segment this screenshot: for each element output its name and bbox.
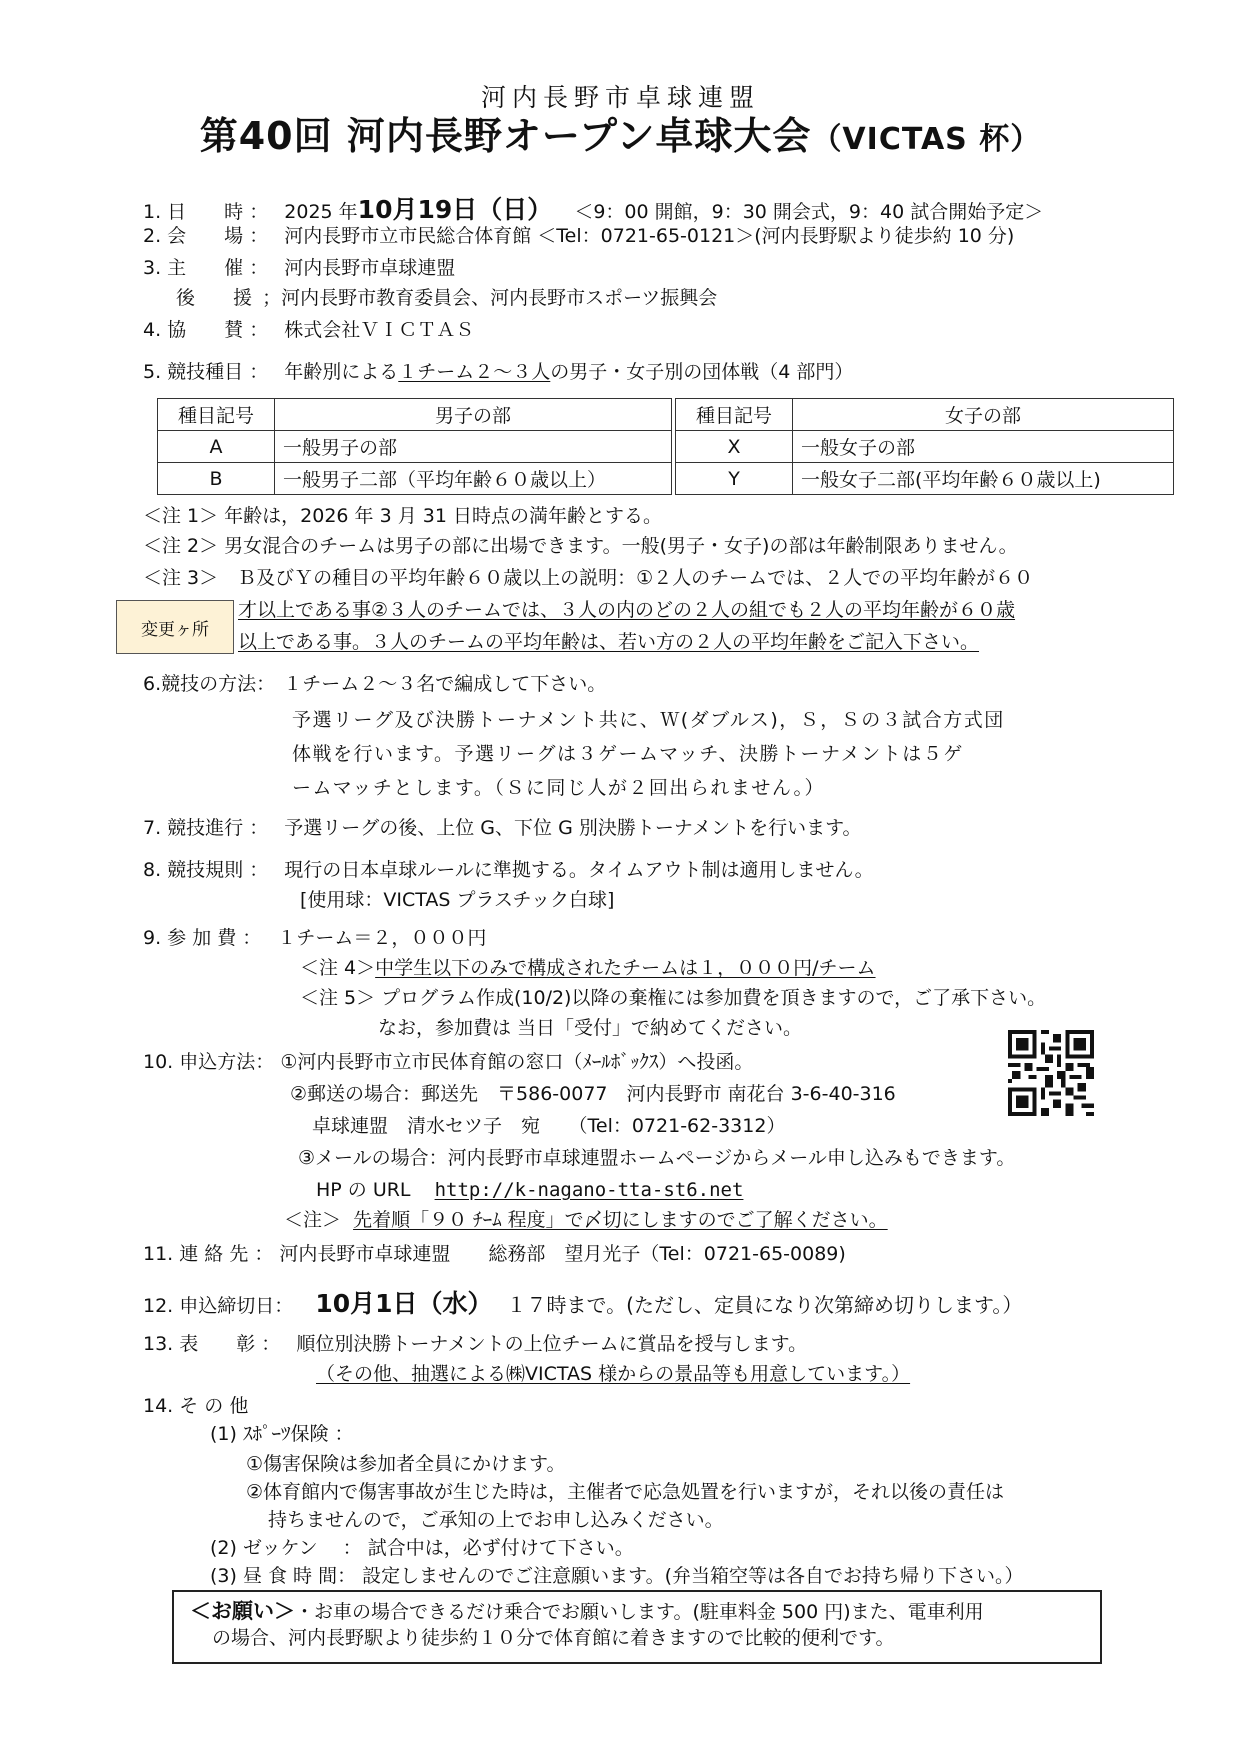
- apply-label: 10. 申込方法：: [143, 1051, 275, 1073]
- table-row: [158, 431, 1174, 463]
- title-sub: （VICTAS 杯）: [811, 122, 1042, 157]
- request-text1: ・お車の場合できるだけ乗合でお願いします。(駐車料金 500 円)また、電車利用: [295, 1601, 984, 1623]
- fee-payment: なお，参加費は 当日「受付」で納めてください。: [378, 1017, 803, 1039]
- insurance-line3: 持ちませんので，ご承知の上でお申し込みください。: [268, 1509, 724, 1531]
- events-pre: 年齢別による: [284, 361, 399, 383]
- request-label: ＜お願い＞: [190, 1599, 295, 1623]
- apply-url-row: [316, 1180, 743, 1201]
- events-table: [157, 398, 1174, 495]
- insurance-label: (1) ｽﾎﾟｰﾂ保険 ：: [210, 1423, 354, 1445]
- apply-line3: 卓球連盟 清水セツ子 宛 （Tel：0721-62-3312）: [312, 1115, 786, 1137]
- apply-line4: ③メールの場合：河内長野市卓球連盟ホームページからメール申し込みもできます。: [298, 1147, 1016, 1169]
- host-label: 3. 主 催 ：: [143, 257, 269, 279]
- header-men: 男子の部: [275, 399, 672, 431]
- header-code-men: 種目記号: [158, 399, 275, 431]
- insurance-line2: ②体育館内で傷害事故が生じた時は，主催者で応急処置を行いますが，それ以後の責任は: [246, 1481, 1005, 1503]
- event-name: 一般男子二部（平均年齢６０歳以上）: [275, 463, 672, 495]
- page-title: [0, 116, 1241, 158]
- method-line2: 予選リーグ及び決勝トーナメント共に、Ｗ(ダブルス)，Ｓ，Ｓの３試合方式団: [292, 709, 1005, 731]
- sponsor-text: 株式会社ＶＩＣＴＡＳ: [284, 319, 475, 341]
- organizer-heading: 河内長野市卓球連盟: [480, 83, 760, 112]
- event-code: X: [676, 431, 793, 463]
- fee-note-4-label: ＜注 4＞: [300, 957, 376, 979]
- date-row: [143, 196, 1043, 224]
- header-code-women: 種目記号: [676, 399, 793, 431]
- award-label: 13. 表 彰 ：: [143, 1333, 281, 1355]
- note-3-line3: 以上である事。３人のチームの平均年齢は、若い方の２人の平均年齢をご記入下さい。: [238, 631, 980, 653]
- apply-row: [143, 1052, 753, 1073]
- award-sub: （その他、抽選による㈱VICTAS 様からの景品等も用意しています。）: [316, 1363, 911, 1385]
- award-text: 順位別決勝トーナメントの上位チームに賞品を授与します。: [296, 1333, 808, 1355]
- venue-label: 2. 会 場 ：: [143, 225, 269, 247]
- title-main: 第40回 河内長野オープン卓球大会: [199, 114, 812, 158]
- note-2: ＜注 2＞ 男女混合のチームは男子の部に出場できます。一般(男子・女子)の部は年齢制限ありません。: [143, 535, 1018, 557]
- progress-text: 予選リーグの後、上位 G、下位 G 別決勝トーナメントを行います。: [284, 817, 862, 839]
- request-line1: [190, 1600, 984, 1623]
- progress-row: [143, 818, 862, 839]
- sponsor-label: 4. 協 賛 ：: [143, 319, 269, 341]
- request-line2: の場合、河内長野駅より徒歩約１０分で体育館に着きますので比較的便利です。: [212, 1627, 895, 1649]
- fee-note-4-text: 中学生以下のみで構成されたチームは１，０００円/チーム: [375, 957, 876, 979]
- date-year: 2025 年: [284, 201, 358, 223]
- venue-text: 河内長野市立市民総合体育館 ＜Tel：0721-65-0121＞(河内長野駅より徒歩約 10 分): [284, 225, 1015, 247]
- events-label: 5. 競技種目 ：: [143, 361, 269, 383]
- contact-text: 河内長野市卓球連盟 総務部 望月光子（Tel：0721-65-0089): [279, 1243, 846, 1265]
- deadline-row: [143, 1290, 1022, 1318]
- deadline-label: 12. 申込締切日：: [143, 1295, 294, 1317]
- award-row: [143, 1334, 807, 1355]
- events-post: の男子・女子別の団体戦（4 部門）: [550, 361, 854, 383]
- homepage-link[interactable]: http://k-nagano-tta-st6.net: [434, 1179, 744, 1201]
- event-name: 一般男子の部: [275, 431, 672, 463]
- header-women: 女子の部: [793, 399, 1174, 431]
- date-main: 10月19日（日）: [357, 195, 553, 224]
- method-line4: ームマッチとします。（Ｓに同じ人が２回出られません。）: [292, 777, 825, 799]
- insurance-line1: ①傷害保険は参加者全員にかけます。: [246, 1453, 566, 1475]
- date-label: 1. 日 時 ：: [143, 201, 269, 223]
- method-line3: 体戦を行います。予選リーグは３ゲームマッチ、決勝トーナメントは５ゲ: [292, 743, 964, 765]
- support-row: [176, 288, 717, 309]
- apply-line1: ①河内長野市立市民体育館の窓口（ﾒｰﾙﾎﾞｯｸｽ）へ投函。: [280, 1051, 754, 1073]
- qr-code-icon[interactable]: [1008, 1030, 1094, 1116]
- url-label: HP の URL: [316, 1179, 411, 1201]
- fee-row: [143, 928, 486, 949]
- event-code: A: [158, 431, 275, 463]
- events-team-size: １チーム２～３人: [398, 361, 551, 383]
- note-3-line1: ＜注 3＞ Ｂ及びＹの種目の平均年齢６０歳以上の説明：①２人のチームでは、２人での平均年齢が６０: [143, 567, 1034, 589]
- note-3-line2: 才以上である事②３人のチームでは、３人の内のどの２人の組でも２人の平均年齢が６０歳: [238, 599, 1016, 621]
- apply-note: [284, 1210, 888, 1231]
- event-code: Y: [676, 463, 793, 495]
- event-name: 一般女子二部(平均年齢６０歳以上): [793, 463, 1174, 495]
- fee-label: 9. 参 加 費 ：: [143, 927, 262, 949]
- method-row: [143, 674, 606, 695]
- apply-note-text: 先着順「９０ ﾁｰﾑ 程度」で〆切にしますのでご了解ください。: [353, 1209, 888, 1231]
- support-label: 後 援: [176, 287, 253, 309]
- event-name: 一般女子の部: [793, 431, 1174, 463]
- event-code: B: [158, 463, 275, 495]
- host-row: [143, 258, 455, 279]
- fee-text: １チーム＝２，０００円: [277, 927, 487, 949]
- fee-note-4: [300, 958, 876, 979]
- table-row: [158, 463, 1174, 495]
- rules-ball: [使用球：VICTAS プラスチック白球]: [300, 889, 615, 911]
- deadline-text: １７時まで。(ただし、定員になり次第締め切りします。）: [506, 1293, 1023, 1317]
- contact-row: [143, 1244, 846, 1265]
- note-1: ＜注 1＞ 年齢は，2026 年 3 月 31 日時点の満年齢とする。: [143, 505, 662, 527]
- rules-text: 現行の日本卓球ルールに準拠する。タイムアウト制は適用しません。: [284, 859, 874, 881]
- sponsor-row: [143, 320, 474, 341]
- host-text: 河内長野市卓球連盟: [284, 257, 456, 279]
- rules-row: [143, 860, 874, 881]
- lunch-row: (3) 昼 食 時 間： 設定しませんのでご注意願います。(弁当箱空等は各自でお持ち帰り下さい。）: [210, 1565, 1024, 1587]
- fee-note-5: ＜注 5＞ プログラム作成(10/2)以降の棄権には参加費を頂きますので，ご了承下さい。: [300, 987, 1047, 1009]
- progress-label: 7. 競技進行 ：: [143, 817, 269, 839]
- other-heading: 14. そ の 他: [143, 1395, 249, 1417]
- venue-row: [143, 226, 1014, 247]
- apply-line2: ②郵送の場合：郵送先 〒586-0077 河内長野市 南花台 3-6-40-316: [290, 1083, 896, 1105]
- events-table-header: [158, 399, 1174, 431]
- deadline-date: 10月1日（水）: [315, 1289, 493, 1318]
- method-line1: １チーム２～３名で編成して下さい。: [283, 673, 607, 695]
- bib-row: (2) ゼッケン ： 試合中は，必ず付けて下さい。: [210, 1537, 634, 1559]
- changed-stamp: 変更ヶ所: [116, 600, 234, 654]
- support-text: ；河内長野市教育委員会、河内長野市スポーツ振興会: [262, 287, 718, 309]
- apply-note-label: ＜注＞: [284, 1209, 342, 1231]
- rules-label: 8. 競技規則 ：: [143, 859, 269, 881]
- contact-label: 11. 連 絡 先 ：: [143, 1243, 274, 1265]
- events-row: [143, 362, 853, 383]
- date-detail: ＜9：00 開館，9：30 開会式，9：40 試合開始予定＞: [574, 201, 1044, 223]
- method-label: 6.競技の方法：: [143, 673, 276, 695]
